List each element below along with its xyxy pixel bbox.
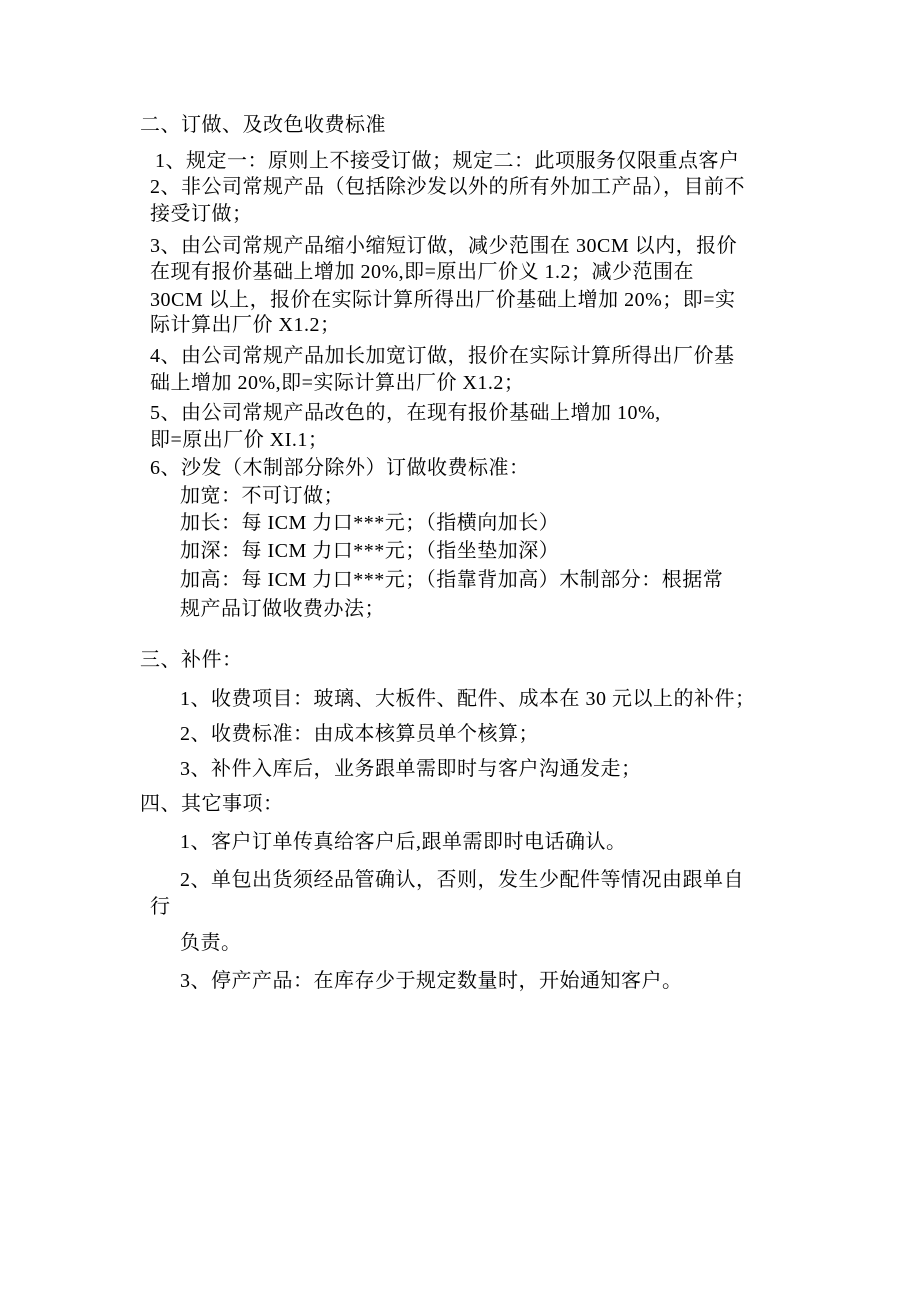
paragraph-line: 即=原出厂价 XI.1；	[150, 429, 329, 451]
section-heading: 三、补件：	[140, 649, 243, 671]
paragraph-line: 3、由公司常规产品缩小缩短订做，减少范围在 30CM 以内，报价	[150, 235, 738, 257]
paragraph-line: 2、单包出货须经品管确认，否则，发生少配件等情况由跟单自	[180, 869, 744, 891]
paragraph-line: 加深：每 ICM 力口***元；（指坐垫加深）	[180, 540, 560, 562]
paragraph-line: 加长：每 ICM 力口***元；（指横向加长）	[180, 512, 560, 534]
paragraph-line: 3、补件入库后，业务跟单需即时与客户沟通发走；	[180, 758, 642, 780]
paragraph-line: 际计算出厂价 X1.2；	[150, 314, 341, 336]
paragraph-line: 础上增加 20%,即=实际计算出厂价 X1.2；	[150, 372, 525, 394]
section-heading: 二、订做、及改色收费标准	[140, 114, 386, 136]
paragraph-line: 接受订做；	[150, 203, 253, 225]
paragraph-line: 30CM 以上，报价在实际计算所得出厂价基础上增加 20%；即=实	[150, 289, 736, 311]
paragraph-line: 加宽：不可订做；	[180, 485, 344, 507]
paragraph-line: 加高：每 ICM 力口***元；（指靠背加高）木制部分：根据常	[180, 569, 724, 591]
section-heading: 四、其它事项：	[140, 793, 284, 815]
paragraph-line: 2、非公司常规产品（包括除沙发以外的所有外加工产品），目前不	[150, 176, 745, 198]
paragraph-line: 6、沙发（木制部分除外）订做收费标准：	[150, 457, 530, 479]
paragraph-line: 3、停产产品：在库存少于规定数量时，开始通知客户。	[180, 970, 683, 992]
paragraph-line: 5、由公司常规产品改色的，在现有报价基础上增加 10%,	[150, 402, 661, 424]
paragraph-line: 1、客户订单传真给客户后,跟单需即时电话确认。	[180, 831, 627, 853]
paragraph-line: 1、规定一：原则上不接受订做；规定二：此项服务仅限重点客户	[155, 150, 740, 172]
paragraph-line: 在现有报价基础上增加 20%,即=原出厂价义 1.2；减少范围在	[150, 261, 694, 283]
paragraph-line: 1、收费项目：玻璃、大板件、配件、成本在 30 元以上的补件；	[180, 688, 756, 710]
paragraph-line: 负责。	[180, 932, 242, 954]
paragraph-line: 规产品订做收费办法；	[180, 598, 385, 620]
paragraph-line: 行	[150, 896, 171, 918]
paragraph-line: 4、由公司常规产品加长加宽订做，报价在实际计算所得出厂价基	[150, 345, 735, 367]
paragraph-line: 2、收费标准：由成本核算员单个核算；	[180, 723, 539, 745]
